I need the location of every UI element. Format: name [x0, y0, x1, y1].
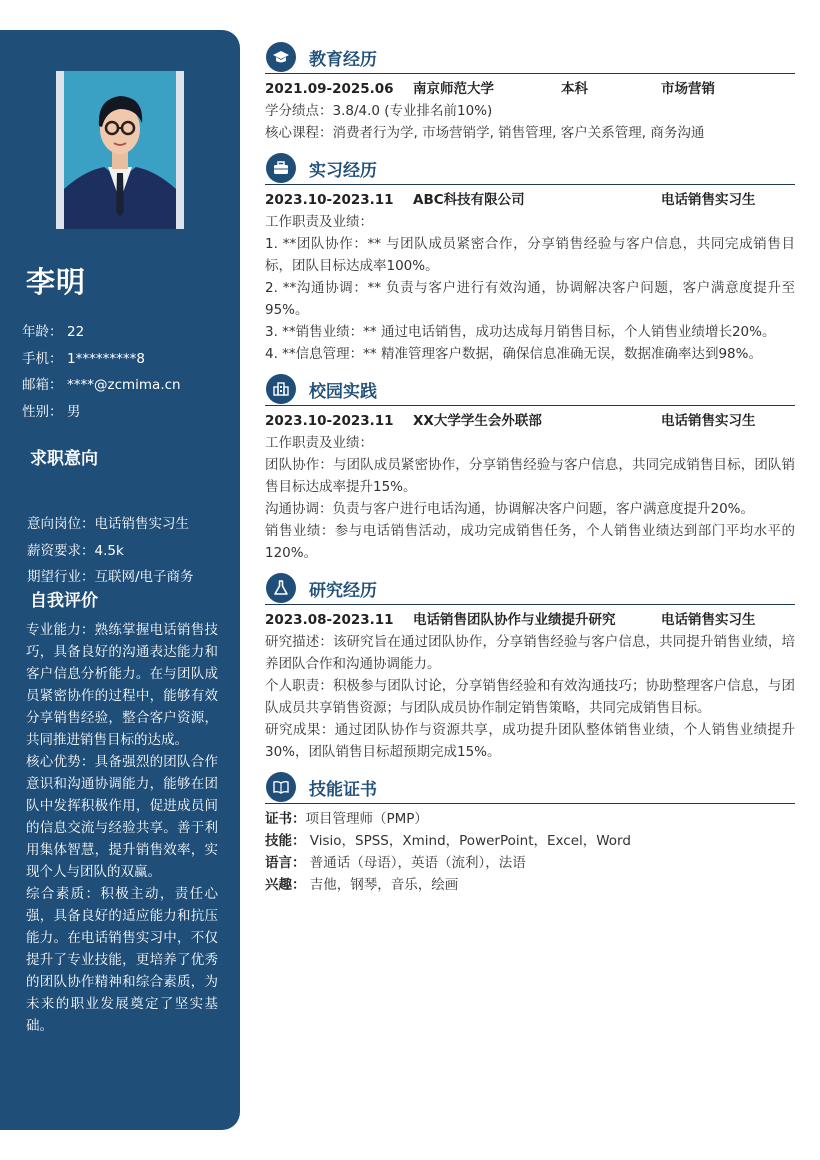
section-title: 教育经历 [309, 50, 377, 70]
main-content [265, 40, 795, 896]
section-header [265, 571, 795, 605]
self-evaluation [26, 619, 218, 1037]
detail-line: 4. **信息管理：** 精准管理客户数据，确保信息准确无误，数据准确率达到98%。 [265, 346, 762, 362]
research-meta [265, 609, 795, 631]
detail-line: 沟通协调：负责与客户进行电话沟通，协调解决客户问题，客户满意度提升20%。 [265, 501, 755, 517]
detail-line: 研究成果：通过团队协作与资源共享，成功提升团队整体销售业绩，个人销售业绩提升30%，团队销售目标超预期完成15%。 [265, 722, 795, 760]
period: 2023.10-2023.11 [265, 192, 394, 208]
section-title: 研究经历 [309, 581, 377, 601]
section-campus [265, 372, 795, 564]
period: 2021.09-2025.06 [265, 81, 394, 97]
education-details [265, 100, 795, 144]
skills-list [265, 808, 795, 896]
eval-paragraph: 综合素质：积极主动，责任心强，具备良好的适应能力和抗压能力。在电话销售实习中，不仅提升了专业技能，更培养了优秀的团队协作精神和综合素质，为未来的职业发展奠定了坚实基础。 [26, 886, 218, 1034]
education-meta [265, 78, 795, 100]
intent-industry: 期望行业：互联网/电子商务 [27, 569, 194, 585]
skill-row-certificate: 证书：项目管理师（PMP） [265, 811, 428, 827]
detail-line: 团队协作：与团队成员紧密协作，分享销售经验与客户信息，共同完成销售目标，团队销售目标达成率提升15%。 [265, 457, 795, 495]
campus-details [265, 432, 795, 564]
candidate-name: 李明 [26, 265, 87, 299]
profile-photo [56, 71, 184, 229]
degree: 本科 [561, 81, 588, 97]
personal-info [22, 319, 181, 425]
section-header [265, 40, 795, 74]
detail-line: 销售业绩：参与电话销售活动，成功完成销售任务，个人销售业绩达到部门平均水平的120%。 [265, 523, 795, 561]
info-email: 邮箱： ****@zcmima.cn [22, 377, 181, 393]
organization: XX大学学生会外联部 [413, 413, 542, 429]
period: 2023.08-2023.11 [265, 612, 394, 628]
info-phone: 手机： 1*********8 [22, 350, 145, 367]
info-age: 年龄： 22 [22, 324, 85, 340]
skill-row-language: 语言： 普通话（母语），英语（流利），法语 [265, 855, 526, 871]
section-header [265, 372, 795, 406]
section-internship [265, 151, 795, 365]
detail-line: 工作职责及业绩： [265, 435, 373, 451]
eval-paragraph: 核心优势：具备强烈的团队合作意识和沟通协调能力，能够在团队中发挥积极作用，促进成员间的信息交流与经验共享。善于利用集体智慧，提升销售效率，实现个人与团队的双赢。 [26, 754, 218, 880]
detail-line: 研究描述：该研究旨在通过团队协作，分享销售经验与客户信息，共同提升销售业绩，培养团队合作和沟通协调能力。 [265, 634, 795, 672]
intent-heading: 求职意向 [30, 449, 98, 469]
section-header [265, 770, 795, 804]
eval-paragraph: 专业能力：熟练掌握电话销售技巧，具备良好的沟通表达能力和客户信息分析能力。在与团队成员紧密协作的过程中，能够有效分享销售经验，整合客户资源，共同推进销售目标的达成。 [26, 622, 218, 748]
major: 市场营销 [661, 81, 715, 97]
detail-line: 个人职责：积极参与团队讨论，分享销售经验和有效沟通技巧；协助整理客户信息，与团队成员共享销售资源；与团队成员协作制定销售策略，共同完成销售目标。 [265, 678, 795, 716]
detail-line: 3. **销售业绩：** 通过电话销售，成功达成每月销售目标，个人销售业绩增长20%。 [265, 324, 776, 340]
section-education [265, 40, 795, 144]
flask-icon [266, 573, 296, 603]
info-gender: 性别： 男 [22, 403, 81, 420]
section-skills [265, 770, 795, 896]
section-research [265, 571, 795, 763]
internship-meta [265, 189, 795, 211]
skill-row-interests: 兴趣： 吉他，钢琴，音乐，绘画 [265, 877, 459, 893]
intent-salary: 薪资要求：4.5k [27, 542, 124, 559]
briefcase-icon [266, 153, 296, 183]
section-title: 实习经历 [309, 161, 377, 181]
role: 电话销售实习生 [661, 612, 756, 628]
project: 电话销售团队协作与业绩提升研究 [413, 612, 616, 628]
role: 电话销售实习生 [661, 192, 756, 208]
school: 南京师范大学 [413, 81, 494, 97]
detail-line: 1. **团队协作：** 与团队成员紧密合作，分享销售经验与客户信息，共同完成销售目标，团队目标达成率100%。 [265, 236, 795, 274]
research-details [265, 631, 795, 763]
section-title: 技能证书 [309, 780, 377, 800]
detail-line: 工作职责及业绩： [265, 214, 373, 230]
gpa-line: 学分绩点：3.8/4.0 (专业排名前10%) [265, 103, 493, 119]
person-portrait-icon [64, 71, 176, 229]
sidebar [0, 30, 240, 1130]
section-title: 校园实践 [309, 382, 377, 402]
book-icon [266, 772, 296, 802]
company: ABC科技有限公司 [413, 192, 525, 208]
building-icon [266, 374, 296, 404]
campus-meta [265, 410, 795, 432]
self-eval-heading: 自我评价 [30, 591, 98, 611]
internship-details [265, 211, 795, 365]
role: 电话销售实习生 [661, 413, 756, 429]
intent-position: 意向岗位：电话销售实习生 [27, 516, 189, 532]
detail-line: 2. **沟通协调：** 负责与客户进行有效沟通，协调解决客户问题，客户满意度提升至95%。 [265, 280, 795, 318]
skill-row-skills: 技能： Visio，SPSS，Xmind，PowerPoint，Excel，Word [265, 833, 631, 849]
courses-line: 核心课程：消费者行为学, 市场营销学, 销售管理, 客户关系管理, 商务沟通 [265, 125, 705, 141]
avatar [64, 71, 176, 229]
period: 2023.10-2023.11 [265, 413, 394, 429]
graduation-cap-icon [266, 42, 296, 72]
section-header [265, 151, 795, 185]
job-intent [27, 511, 194, 591]
